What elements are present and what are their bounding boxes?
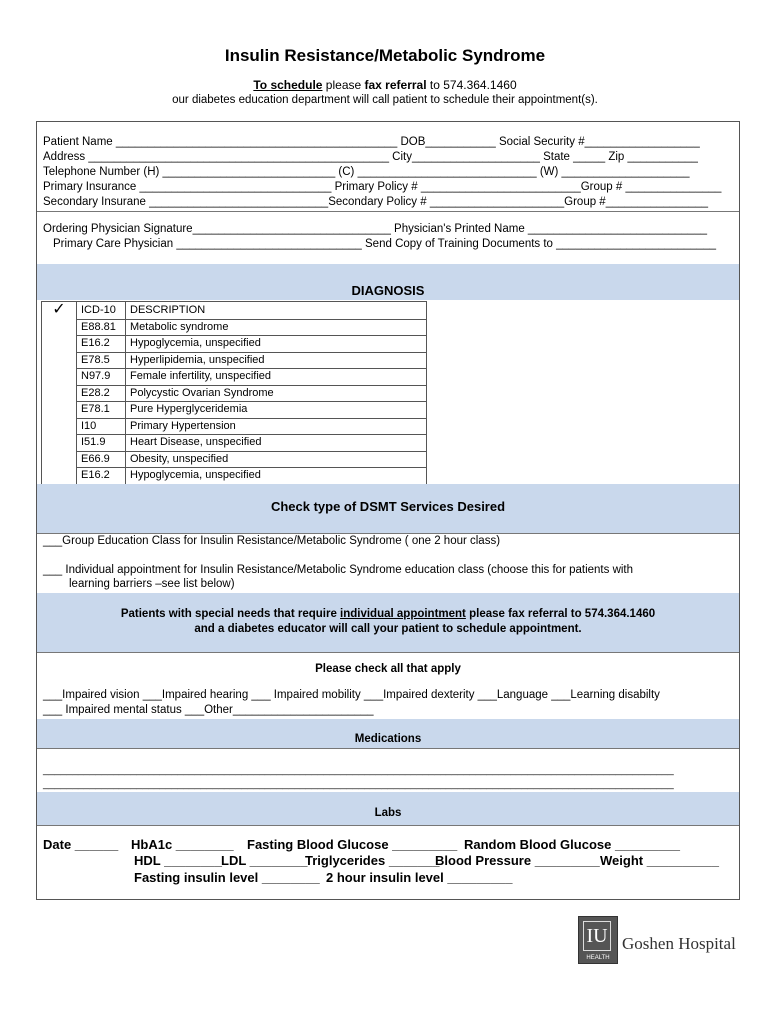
table-row <box>42 435 427 452</box>
table-row <box>42 352 427 369</box>
diagnosis-description: Female infertility, unspecified <box>126 369 427 386</box>
blood-pressure-field[interactable]: Blood Pressure _________ <box>435 853 600 868</box>
group-class-option[interactable]: ___Group Education Class for Insulin Resistance/Metabolic Syndrome ( one 2 hour class) <box>43 535 501 547</box>
triglycerides-field[interactable]: Triglycerides _______ <box>305 853 440 868</box>
icd-code: E16.2 <box>77 468 126 485</box>
table-row <box>42 336 427 353</box>
diagnosis-description: Polycystic Ovarian Syndrome <box>126 385 427 402</box>
check-cell[interactable] <box>42 468 77 485</box>
individual-appointment-option[interactable]: ___ Individual appointment for Insulin Resistance/Metabolic Syndrome education class (choose this for patients with <box>43 564 634 576</box>
services-title: Check type of DSMT Services Desired <box>270 499 506 514</box>
description-header: DESCRIPTION <box>126 302 427 320</box>
divider <box>37 211 739 212</box>
fasting-insulin-field[interactable]: Fasting insulin level ________ <box>134 870 320 885</box>
diagnosis-description: Heart Disease, unspecified <box>126 435 427 452</box>
primary-insurance-field[interactable]: Primary Insurance ______________________________ Primary Policy # _________________________Group # _______________ <box>43 181 722 193</box>
please-text: please <box>322 78 365 92</box>
ordering-physician-field[interactable]: Ordering Physician Signature_______________________________ Physician's Printed Name ____________________________ <box>43 223 707 235</box>
table-row <box>42 385 427 402</box>
diagnosis-description: Hyperlipidemia, unspecified <box>126 352 427 369</box>
divider <box>37 652 739 653</box>
divider <box>37 825 739 826</box>
diagnosis-description: Metabolic syndrome <box>126 319 427 336</box>
table-row <box>42 369 427 386</box>
referral-form <box>36 121 740 900</box>
medications-title: Medications <box>354 733 422 745</box>
iu-health-logo <box>578 916 618 964</box>
diagnosis-description: Obesity, unspecified <box>126 451 427 468</box>
logo-text: HEALTH <box>586 955 610 961</box>
check-cell[interactable] <box>42 418 77 435</box>
medications-line[interactable]: ____________________________________________________________________________________________________________ <box>43 778 674 790</box>
diagnosis-description: Pure Hyperglyceridemia <box>126 402 427 419</box>
secondary-insurance-field[interactable]: Secondary Insurane ____________________________Secondary Policy # _____________________Group #________________ <box>43 196 709 208</box>
patient-name-field[interactable]: Patient Name ____________________________________________ DOB___________ Social Security #__________________ <box>43 136 700 148</box>
check-cell[interactable] <box>42 319 77 336</box>
medications-line[interactable]: ____________________________________________________________________________________________________________ <box>43 764 674 776</box>
date-field[interactable]: Date ______ <box>43 837 119 852</box>
checkmark-icon: ✓ <box>52 301 66 318</box>
hba1c-field[interactable]: HbA1c ________ <box>131 837 234 852</box>
hospital-name: Goshen Hospital <box>622 934 736 953</box>
fasting-glucose-field[interactable]: Fasting Blood Glucose _________ <box>247 837 458 852</box>
impairments-line1[interactable]: ___Impaired vision ___Impaired hearing ___ Impaired mobility ___Impaired dexterity ___Language ___Learning disabilty <box>43 689 660 701</box>
icd-code: I51.9 <box>77 435 126 452</box>
table-header-row <box>42 302 427 320</box>
check-cell[interactable] <box>42 352 77 369</box>
icd-code: N97.9 <box>77 369 126 386</box>
two-hour-insulin-field[interactable]: 2 hour insulin level _________ <box>326 870 513 885</box>
special-needs-line1 <box>37 608 739 620</box>
diagnosis-table <box>41 301 427 485</box>
diagnosis-title: DIAGNOSIS <box>351 283 425 298</box>
table-row <box>42 451 427 468</box>
diagnosis-description: Hypoglycemia, unspecified <box>126 336 427 353</box>
hdl-field[interactable]: HDL ________ <box>134 853 222 868</box>
to-schedule-label: To schedule <box>253 78 323 92</box>
check-cell[interactable] <box>42 435 77 452</box>
table-row <box>42 319 427 336</box>
page-title: Insulin Resistance/Metabolic Syndrome <box>224 46 546 65</box>
impairments-line2[interactable]: ___ Impaired mental status ___Other______________________ <box>43 704 374 716</box>
individual-appointment-option-cont: learning barriers –see list below) <box>69 578 235 590</box>
check-cell[interactable] <box>42 369 77 386</box>
check-cell[interactable] <box>42 385 77 402</box>
weight-field[interactable]: Weight __________ <box>600 853 719 868</box>
icd-code: E66.9 <box>77 451 126 468</box>
icd-code: I10 <box>77 418 126 435</box>
table-row <box>42 402 427 419</box>
schedule-note: our diabetes education department will call patient to schedule their appointment(s). <box>172 94 598 106</box>
icd-header: ICD-10 <box>77 302 126 320</box>
fax-number: to 574.364.1460 <box>426 78 517 92</box>
icd-code: E78.5 <box>77 352 126 369</box>
icd-code: E78.1 <box>77 402 126 419</box>
check-cell[interactable] <box>42 302 77 320</box>
special-needs-text: Patients with special needs that require <box>120 608 341 620</box>
diagnosis-description: Primary Hypertension <box>126 418 427 435</box>
random-glucose-field[interactable]: Random Blood Glucose _________ <box>464 837 681 852</box>
telephone-field[interactable]: Telephone Number (H) ___________________________ (C) ____________________________ (W) ____________________ <box>43 166 690 178</box>
logo-mark: IU <box>583 921 611 951</box>
check-cell[interactable] <box>42 402 77 419</box>
special-needs-fax: please fax referral to 574.364.1460 <box>465 608 656 620</box>
schedule-line <box>0 78 770 92</box>
individual-appointment-text: individual appointment <box>340 608 466 620</box>
diagnosis-description: Hypoglycemia, unspecified <box>126 468 427 485</box>
check-cell[interactable] <box>42 451 77 468</box>
ldl-field[interactable]: LDL ________ <box>221 853 308 868</box>
special-needs-line2: and a diabetes educator will call your patient to schedule appointment. <box>194 623 582 635</box>
table-row <box>42 418 427 435</box>
check-cell[interactable] <box>42 336 77 353</box>
check-all-title: Please check all that apply <box>315 663 461 675</box>
primary-care-physician-field[interactable]: Primary Care Physician _____________________________ Send Copy of Training Documents to _________________________ <box>53 238 717 250</box>
address-field[interactable]: Address _______________________________________________ City____________________ State _____ Zip ___________ <box>43 151 698 163</box>
divider <box>37 748 739 749</box>
icd-code: E88.81 <box>77 319 126 336</box>
labs-title: Labs <box>374 807 402 819</box>
icd-code: E16.2 <box>77 336 126 353</box>
icd-code: E28.2 <box>77 385 126 402</box>
fax-referral-text: fax referral <box>364 78 427 92</box>
table-row <box>42 468 427 485</box>
divider <box>37 533 739 534</box>
